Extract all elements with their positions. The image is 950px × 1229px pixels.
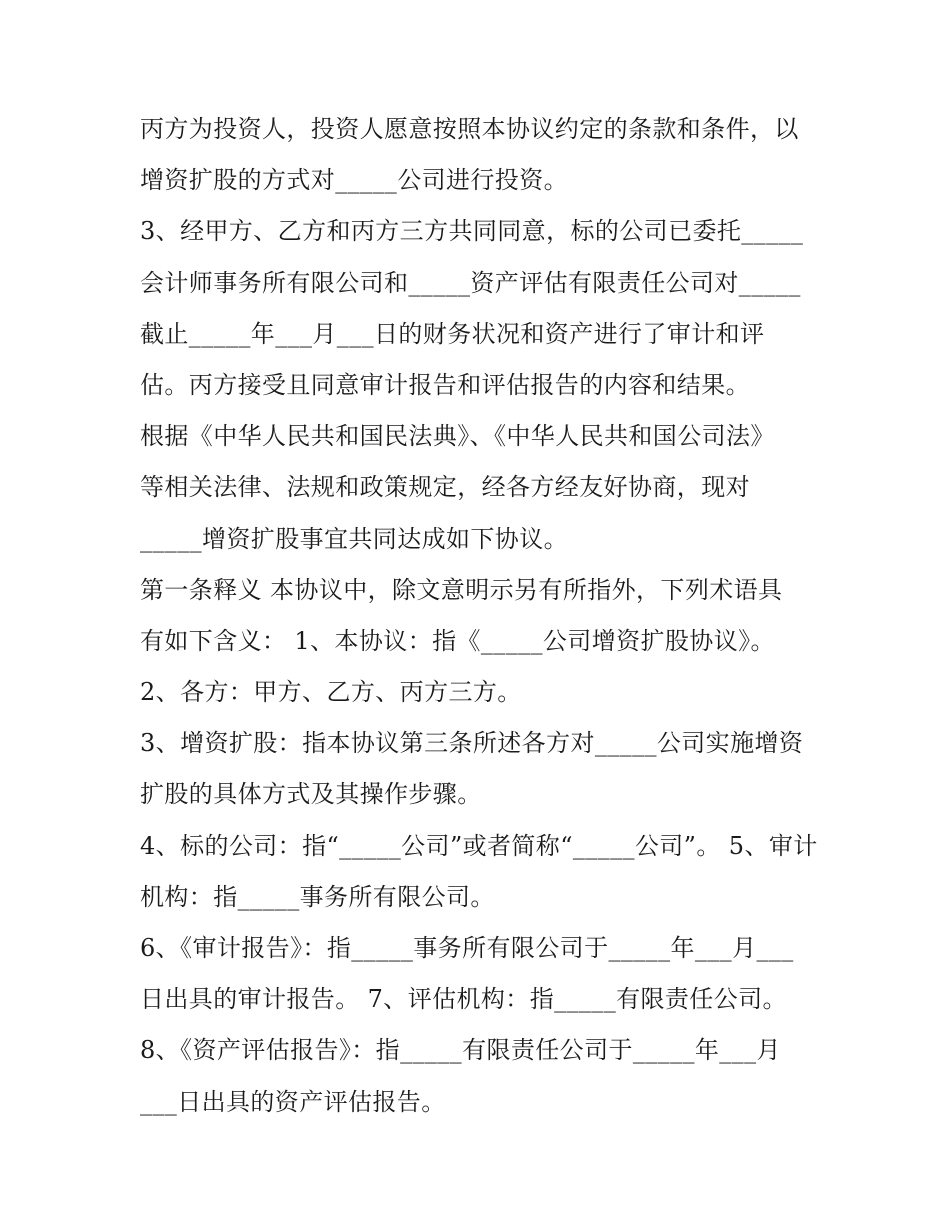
- text-line: 3、增资扩股：指本协议第三条所述各方对_____公司实施增资: [140, 729, 804, 758]
- text-line: 等相关法律、法规和政策规定，经各方经友好协商，现对: [140, 473, 750, 502]
- text-line: 会计师事务所有限公司和_____资产评估有限责任公司对_____: [140, 268, 801, 297]
- text-line: 根据《中华人民共和国民法典》、《中华人民共和国公司法》: [140, 422, 775, 451]
- text-line: _____增资扩股事宜共同达成如下协议。: [140, 524, 568, 553]
- text-line: 3、经甲方、乙方和丙方三方共同同意，标的公司已委托_____: [140, 217, 804, 246]
- text-line: 丙方为投资人，投资人愿意按照本协议约定的条款和条件，以: [140, 115, 799, 143]
- text-line: 8、《资产评估报告》：指_____有限责任公司于_____年___月: [140, 1036, 781, 1065]
- text-line: 2、各方：甲方、乙方、丙方三方。: [140, 678, 522, 707]
- text-line: 估。丙方接受且同意审计报告和评估报告的内容和结果。: [140, 370, 750, 399]
- text-line: 第一条释义 本协议中，除文意明示另有所指外，下列术语具: [140, 575, 783, 604]
- text-line: 扩股的具体方式及其操作步骤。: [140, 780, 482, 809]
- text-line: 增资扩股的方式对_____公司进行投资。: [140, 166, 568, 195]
- text-line: ___日出具的资产评估报告。: [140, 1087, 446, 1116]
- text-line: 6、《审计报告》：指_____事务所有限公司于_____年___月___: [140, 934, 794, 962]
- text-line: 截止_____年___月___日的财务状况和资产进行了审计和评: [140, 319, 765, 348]
- text-line: 机构：指_____事务所有限公司。: [140, 882, 495, 911]
- document-body: [140, 104, 830, 1128]
- text-line: 4、标的公司：指“_____公司”或者简称“_____公司”。 5、审计: [140, 831, 818, 860]
- text-line: 有如下含义： 1、本协议：指《_____公司增资扩股协议》。: [140, 626, 775, 655]
- text-line: 日出具的审计报告。 7、评估机构：指_____有限责任公司。: [140, 985, 787, 1014]
